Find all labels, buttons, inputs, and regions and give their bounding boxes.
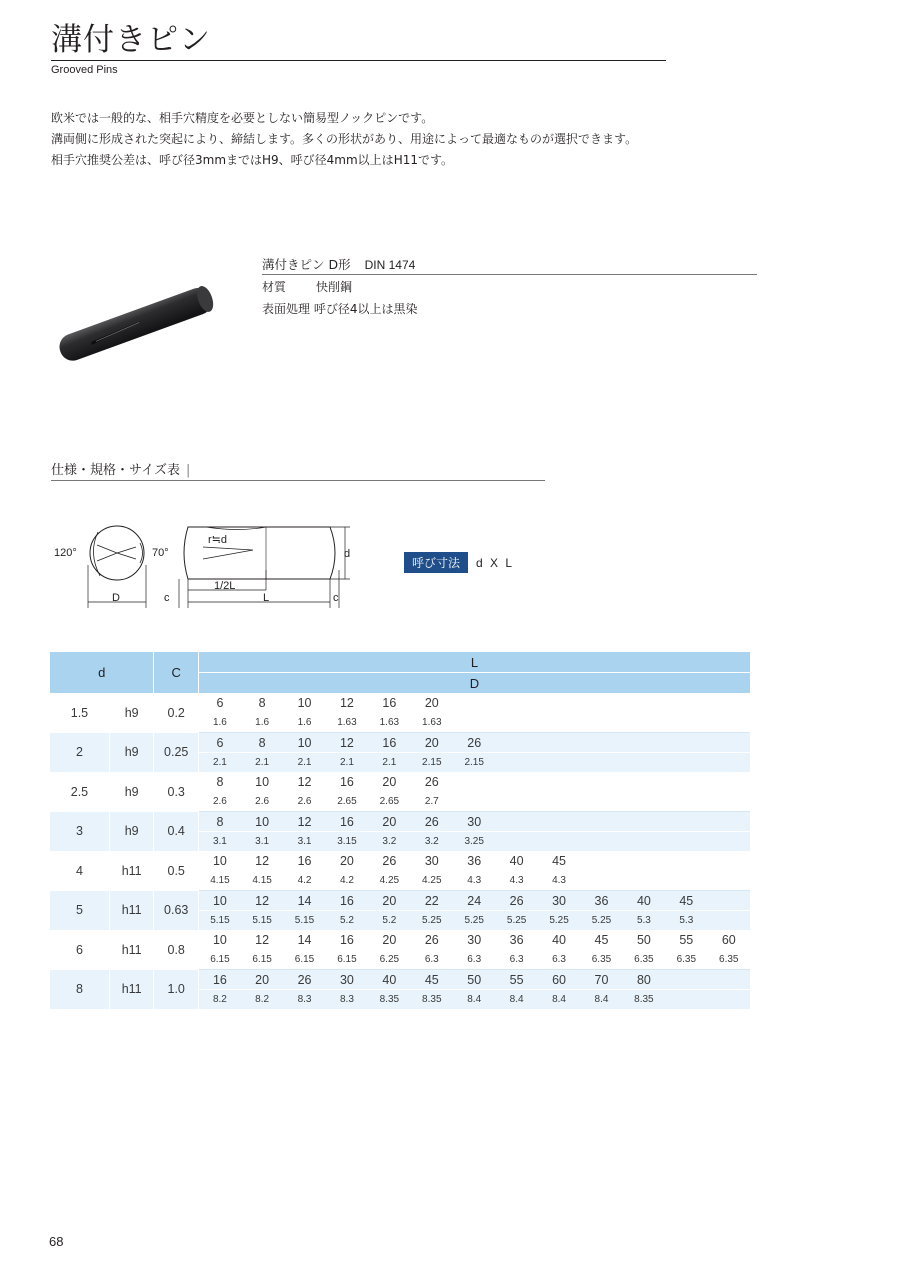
- length-cell: 60: [538, 970, 580, 990]
- diameter-cell: 5.15: [283, 911, 325, 931]
- length-cell: 16: [326, 930, 368, 950]
- length-cell: 14: [283, 891, 325, 911]
- diameter-cell: [708, 990, 750, 1010]
- diameter-cell: 5.3: [623, 911, 665, 931]
- diameter-cell: 5.2: [326, 911, 368, 931]
- table-row: [50, 812, 750, 832]
- diameter-cell: [538, 792, 580, 812]
- table-row: [50, 693, 750, 713]
- diameter-cell: 8.4: [453, 990, 495, 1010]
- length-cell: 12: [283, 812, 325, 832]
- nominal-d-cell: 6: [50, 930, 109, 970]
- diameter-cell: 2.1: [326, 753, 368, 773]
- diameter-cell: 6.35: [665, 950, 707, 970]
- diameter-cell: 8.4: [580, 990, 622, 1010]
- length-cell: 45: [538, 851, 580, 871]
- diameter-cell: 8.4: [495, 990, 537, 1010]
- table-row: [50, 772, 750, 792]
- length-cell: [495, 772, 537, 792]
- tolerance-cell: h11: [109, 891, 154, 931]
- length-cell: 80: [623, 970, 665, 990]
- length-cell: 26: [411, 930, 453, 950]
- tolerance-cell: h9: [109, 693, 154, 733]
- diameter-cell: [623, 832, 665, 852]
- nominal-d-cell: 1.5: [50, 693, 109, 733]
- diameter-cell: [453, 792, 495, 812]
- diameter-cell: 4.25: [368, 871, 410, 891]
- length-cell: 16: [326, 891, 368, 911]
- diameter-cell: [623, 753, 665, 773]
- diameter-cell: 8.2: [241, 990, 283, 1010]
- length-cell: 50: [623, 930, 665, 950]
- length-cell: [665, 772, 707, 792]
- length-cell: [623, 693, 665, 713]
- diameter-cell: 6.3: [495, 950, 537, 970]
- length-cell: 40: [495, 851, 537, 871]
- diameter-cell: 6.15: [283, 950, 325, 970]
- diameter-cell: 3.25: [453, 832, 495, 852]
- d-dimension-label: d: [344, 548, 351, 560]
- diameter-cell: 6.35: [623, 950, 665, 970]
- length-cell: [708, 851, 750, 871]
- diameter-cell: [580, 871, 622, 891]
- length-cell: 40: [368, 970, 410, 990]
- intro-line: 相手穴推奨公差は、呼び径3mmまではH9、呼び径4mm以上はH11です。: [51, 153, 454, 167]
- diameter-cell: [665, 990, 707, 1010]
- finish-label: 表面処理: [262, 302, 311, 316]
- length-cell: 60: [708, 930, 750, 950]
- length-cell: 12: [241, 930, 283, 950]
- length-cell: 26: [411, 772, 453, 792]
- diameter-cell: 5.25: [538, 911, 580, 931]
- diameter-cell: 6.3: [453, 950, 495, 970]
- diameter-cell: 2.1: [368, 753, 410, 773]
- diameter-cell: 3.2: [411, 832, 453, 852]
- diameter-cell: [708, 911, 750, 931]
- length-cell: 45: [580, 930, 622, 950]
- chamfer-c-cell: 1.0: [154, 970, 199, 1010]
- diameter-cell: 5.25: [580, 911, 622, 931]
- nominal-d-cell: 2.5: [50, 772, 109, 812]
- diameter-cell: [538, 832, 580, 852]
- page-title: 溝付きピン: [51, 22, 211, 58]
- diameter-cell: 6.35: [580, 950, 622, 970]
- tolerance-cell: h9: [109, 733, 154, 773]
- length-cell: 45: [665, 891, 707, 911]
- length-cell: 20: [368, 891, 410, 911]
- table-row: [50, 930, 750, 950]
- diameter-cell: 3.15: [326, 832, 368, 852]
- diameter-cell: 6.3: [411, 950, 453, 970]
- product-name-text: 溝付きピン D形: [262, 257, 351, 272]
- length-cell: [495, 733, 537, 753]
- length-cell: 55: [665, 930, 707, 950]
- diameter-cell: 8.3: [283, 990, 325, 1010]
- length-cell: 30: [453, 812, 495, 832]
- diameter-cell: 4.3: [453, 871, 495, 891]
- diameter-cell: 8.2: [198, 990, 240, 1010]
- tolerance-cell: h11: [109, 970, 154, 1010]
- diameter-cell: 1.63: [368, 713, 410, 733]
- header-L: L: [198, 652, 750, 673]
- length-cell: [538, 693, 580, 713]
- diameter-cell: 8.35: [411, 990, 453, 1010]
- title-divider: [51, 60, 666, 61]
- length-cell: 20: [241, 970, 283, 990]
- length-cell: 20: [411, 693, 453, 713]
- length-cell: 20: [411, 733, 453, 753]
- radius-label: r≒d: [208, 534, 228, 546]
- chamfer-c-cell: 0.8: [154, 930, 199, 970]
- intro-line: 溝両側に形成された突起により、締結します。多くの形状があり、用途によって最適なものが選択できます。: [51, 132, 638, 146]
- diameter-cell: [580, 792, 622, 812]
- diameter-cell: [580, 713, 622, 733]
- length-cell: 16: [368, 693, 410, 713]
- length-cell: 12: [283, 772, 325, 792]
- nominal-d-cell: 4: [50, 851, 109, 891]
- page-subtitle: Grooved Pins: [51, 64, 118, 76]
- diameter-cell: [580, 753, 622, 773]
- length-cell: 20: [326, 851, 368, 871]
- tolerance-cell: h11: [109, 851, 154, 891]
- table-row: [50, 733, 750, 753]
- length-cell: 40: [538, 930, 580, 950]
- diameter-cell: 5.3: [665, 911, 707, 931]
- material-label: 材質: [262, 280, 287, 294]
- length-cell: 10: [198, 891, 240, 911]
- diameter-cell: [495, 713, 537, 733]
- diameter-cell: 2.6: [241, 792, 283, 812]
- length-cell: 8: [241, 733, 283, 753]
- length-cell: [580, 851, 622, 871]
- length-cell: 26: [495, 891, 537, 911]
- diameter-cell: [538, 713, 580, 733]
- diameter-cell: 6.35: [708, 950, 750, 970]
- c-left-label: c: [164, 592, 170, 604]
- c-right-label: c: [333, 592, 339, 604]
- material-row: [262, 278, 352, 296]
- diameter-cell: 1.6: [283, 713, 325, 733]
- chamfer-c-cell: 0.3: [154, 772, 199, 812]
- length-cell: 16: [326, 812, 368, 832]
- diameter-cell: 5.15: [241, 911, 283, 931]
- diameter-cell: 5.25: [495, 911, 537, 931]
- diameter-cell: 3.2: [368, 832, 410, 852]
- diameter-cell: 8.3: [326, 990, 368, 1010]
- intro-text: [51, 108, 637, 171]
- length-cell: 26: [411, 812, 453, 832]
- diameter-cell: [708, 753, 750, 773]
- diameter-cell: [708, 713, 750, 733]
- length-cell: [708, 693, 750, 713]
- length-cell: 26: [453, 733, 495, 753]
- length-cell: [538, 733, 580, 753]
- diameter-cell: 2.1: [198, 753, 240, 773]
- length-cell: [708, 772, 750, 792]
- chamfer-c-cell: 0.2: [154, 693, 199, 733]
- size-table: [50, 652, 750, 1009]
- nominal-d-cell: 3: [50, 812, 109, 852]
- diameter-cell: 4.25: [411, 871, 453, 891]
- diameter-cell: 1.6: [198, 713, 240, 733]
- diameter-cell: 4.3: [538, 871, 580, 891]
- length-cell: 16: [368, 733, 410, 753]
- nominal-size-tag: 呼び寸法: [404, 552, 468, 573]
- diameter-cell: 5.2: [368, 911, 410, 931]
- length-cell: 6: [198, 733, 240, 753]
- length-cell: 6: [198, 693, 240, 713]
- diameter-cell: 2.65: [368, 792, 410, 812]
- length-cell: [665, 693, 707, 713]
- diameter-cell: [708, 792, 750, 812]
- diameter-cell: [665, 713, 707, 733]
- diameter-cell: 2.7: [411, 792, 453, 812]
- half-L-label: 1/2L: [214, 580, 236, 592]
- diameter-cell: 3.1: [241, 832, 283, 852]
- length-cell: 70: [580, 970, 622, 990]
- diameter-cell: [495, 753, 537, 773]
- length-cell: 16: [198, 970, 240, 990]
- length-cell: 30: [326, 970, 368, 990]
- length-cell: 36: [495, 930, 537, 950]
- length-cell: [580, 733, 622, 753]
- length-cell: 16: [283, 851, 325, 871]
- diameter-cell: 3.1: [283, 832, 325, 852]
- chamfer-c-cell: 0.63: [154, 891, 199, 931]
- length-cell: 10: [241, 772, 283, 792]
- diameter-cell: 5.25: [453, 911, 495, 931]
- length-cell: [453, 772, 495, 792]
- length-cell: 22: [411, 891, 453, 911]
- length-cell: [538, 812, 580, 832]
- length-cell: 20: [368, 812, 410, 832]
- product-name: [262, 256, 415, 274]
- diameter-cell: 8.35: [623, 990, 665, 1010]
- length-cell: 36: [580, 891, 622, 911]
- chamfer-c-cell: 0.5: [154, 851, 199, 891]
- D-dimension-label: D: [112, 592, 120, 604]
- diameter-cell: [623, 871, 665, 891]
- length-cell: 40: [623, 891, 665, 911]
- L-dimension-label: L: [263, 592, 270, 604]
- diameter-cell: 4.2: [283, 871, 325, 891]
- diameter-cell: 1.63: [411, 713, 453, 733]
- diameter-cell: 5.15: [198, 911, 240, 931]
- chamfer-c-cell: 0.4: [154, 812, 199, 852]
- length-cell: 50: [453, 970, 495, 990]
- length-cell: 55: [495, 970, 537, 990]
- diameter-cell: [453, 713, 495, 733]
- diameter-cell: 1.63: [326, 713, 368, 733]
- table-row: [50, 891, 750, 911]
- diameter-cell: 1.6: [241, 713, 283, 733]
- length-cell: 20: [368, 930, 410, 950]
- intro-line: 欧米では一般的な、相手穴精度を必要としない簡易型ノックピンです。: [51, 111, 434, 125]
- diameter-cell: [623, 792, 665, 812]
- diameter-cell: 2.1: [241, 753, 283, 773]
- tolerance-cell: h9: [109, 812, 154, 852]
- tolerance-cell: h11: [109, 930, 154, 970]
- length-cell: 8: [198, 772, 240, 792]
- length-cell: [665, 733, 707, 753]
- length-cell: 24: [453, 891, 495, 911]
- length-cell: [708, 812, 750, 832]
- diameter-cell: [623, 713, 665, 733]
- diameter-cell: [665, 871, 707, 891]
- diameter-cell: 6.15: [326, 950, 368, 970]
- page-number: 68: [49, 1234, 64, 1249]
- diameter-cell: 2.15: [453, 753, 495, 773]
- diameter-cell: 4.15: [198, 871, 240, 891]
- diameter-cell: [665, 792, 707, 812]
- length-cell: [623, 812, 665, 832]
- length-cell: [623, 733, 665, 753]
- diameter-cell: [665, 753, 707, 773]
- table-row: [50, 851, 750, 871]
- length-cell: 10: [198, 851, 240, 871]
- product-standard: DIN 1474: [364, 258, 416, 272]
- length-cell: [580, 772, 622, 792]
- length-cell: 30: [538, 891, 580, 911]
- nominal-d-cell: 8: [50, 970, 109, 1010]
- length-cell: 8: [198, 812, 240, 832]
- diameter-cell: [495, 792, 537, 812]
- table-row: [50, 970, 750, 990]
- length-cell: [580, 693, 622, 713]
- finish-value: 呼び径4以上は黒染: [313, 302, 418, 316]
- diameter-cell: [665, 832, 707, 852]
- length-cell: 30: [453, 930, 495, 950]
- length-cell: 26: [368, 851, 410, 871]
- length-cell: 12: [241, 851, 283, 871]
- length-cell: [623, 772, 665, 792]
- length-cell: [665, 970, 707, 990]
- length-cell: [453, 693, 495, 713]
- length-cell: 30: [411, 851, 453, 871]
- diameter-cell: 2.15: [411, 753, 453, 773]
- length-cell: [708, 891, 750, 911]
- diameter-cell: [495, 832, 537, 852]
- length-cell: [665, 812, 707, 832]
- finish-row: [262, 300, 417, 318]
- diameter-cell: 8.4: [538, 990, 580, 1010]
- chamfer-c-cell: 0.25: [154, 733, 199, 773]
- length-cell: 12: [326, 693, 368, 713]
- diameter-cell: 6.3: [538, 950, 580, 970]
- length-cell: [665, 851, 707, 871]
- length-cell: [623, 851, 665, 871]
- diameter-cell: 6.15: [198, 950, 240, 970]
- nominal-d-cell: 2: [50, 733, 109, 773]
- diameter-cell: 2.6: [198, 792, 240, 812]
- diameter-cell: 4.3: [495, 871, 537, 891]
- material-value: 快削鋼: [316, 280, 353, 294]
- diameter-cell: 5.25: [411, 911, 453, 931]
- length-cell: 36: [453, 851, 495, 871]
- length-cell: [495, 812, 537, 832]
- technical-drawing: [48, 510, 368, 610]
- diameter-cell: 2.65: [326, 792, 368, 812]
- nominal-d-cell: 5: [50, 891, 109, 931]
- length-cell: [708, 733, 750, 753]
- product-divider: [262, 274, 757, 275]
- diameter-cell: [708, 832, 750, 852]
- spec-divider: [51, 480, 545, 481]
- diameter-cell: [580, 832, 622, 852]
- angle-70-label: 70°: [152, 547, 169, 559]
- diameter-cell: 3.1: [198, 832, 240, 852]
- diameter-cell: 2.1: [283, 753, 325, 773]
- spec-section-title: 仕様・規格・サイズ表 |: [51, 463, 191, 478]
- angle-120-label: 120°: [54, 547, 77, 559]
- diameter-cell: 2.6: [283, 792, 325, 812]
- length-cell: 10: [198, 930, 240, 950]
- length-cell: 10: [283, 693, 325, 713]
- tolerance-cell: h9: [109, 772, 154, 812]
- header-D: D: [198, 673, 750, 694]
- header-d: d: [50, 652, 154, 693]
- diameter-cell: 4.2: [326, 871, 368, 891]
- diameter-cell: 4.15: [241, 871, 283, 891]
- length-cell: 16: [326, 772, 368, 792]
- length-cell: [495, 693, 537, 713]
- diameter-cell: [708, 871, 750, 891]
- diameter-cell: 6.15: [241, 950, 283, 970]
- nominal-size-value: d X L: [476, 556, 515, 570]
- length-cell: 45: [411, 970, 453, 990]
- diameter-cell: 6.25: [368, 950, 410, 970]
- length-cell: 26: [283, 970, 325, 990]
- length-cell: [538, 772, 580, 792]
- length-cell: 10: [241, 812, 283, 832]
- length-cell: 20: [368, 772, 410, 792]
- header-c: C: [154, 652, 199, 693]
- length-cell: 8: [241, 693, 283, 713]
- nominal-size: [404, 552, 514, 573]
- length-cell: 12: [241, 891, 283, 911]
- length-cell: 10: [283, 733, 325, 753]
- diameter-cell: 8.35: [368, 990, 410, 1010]
- length-cell: 12: [326, 733, 368, 753]
- length-cell: 14: [283, 930, 325, 950]
- diameter-cell: [538, 753, 580, 773]
- product-photo: [48, 270, 228, 380]
- length-cell: [708, 970, 750, 990]
- length-cell: [580, 812, 622, 832]
